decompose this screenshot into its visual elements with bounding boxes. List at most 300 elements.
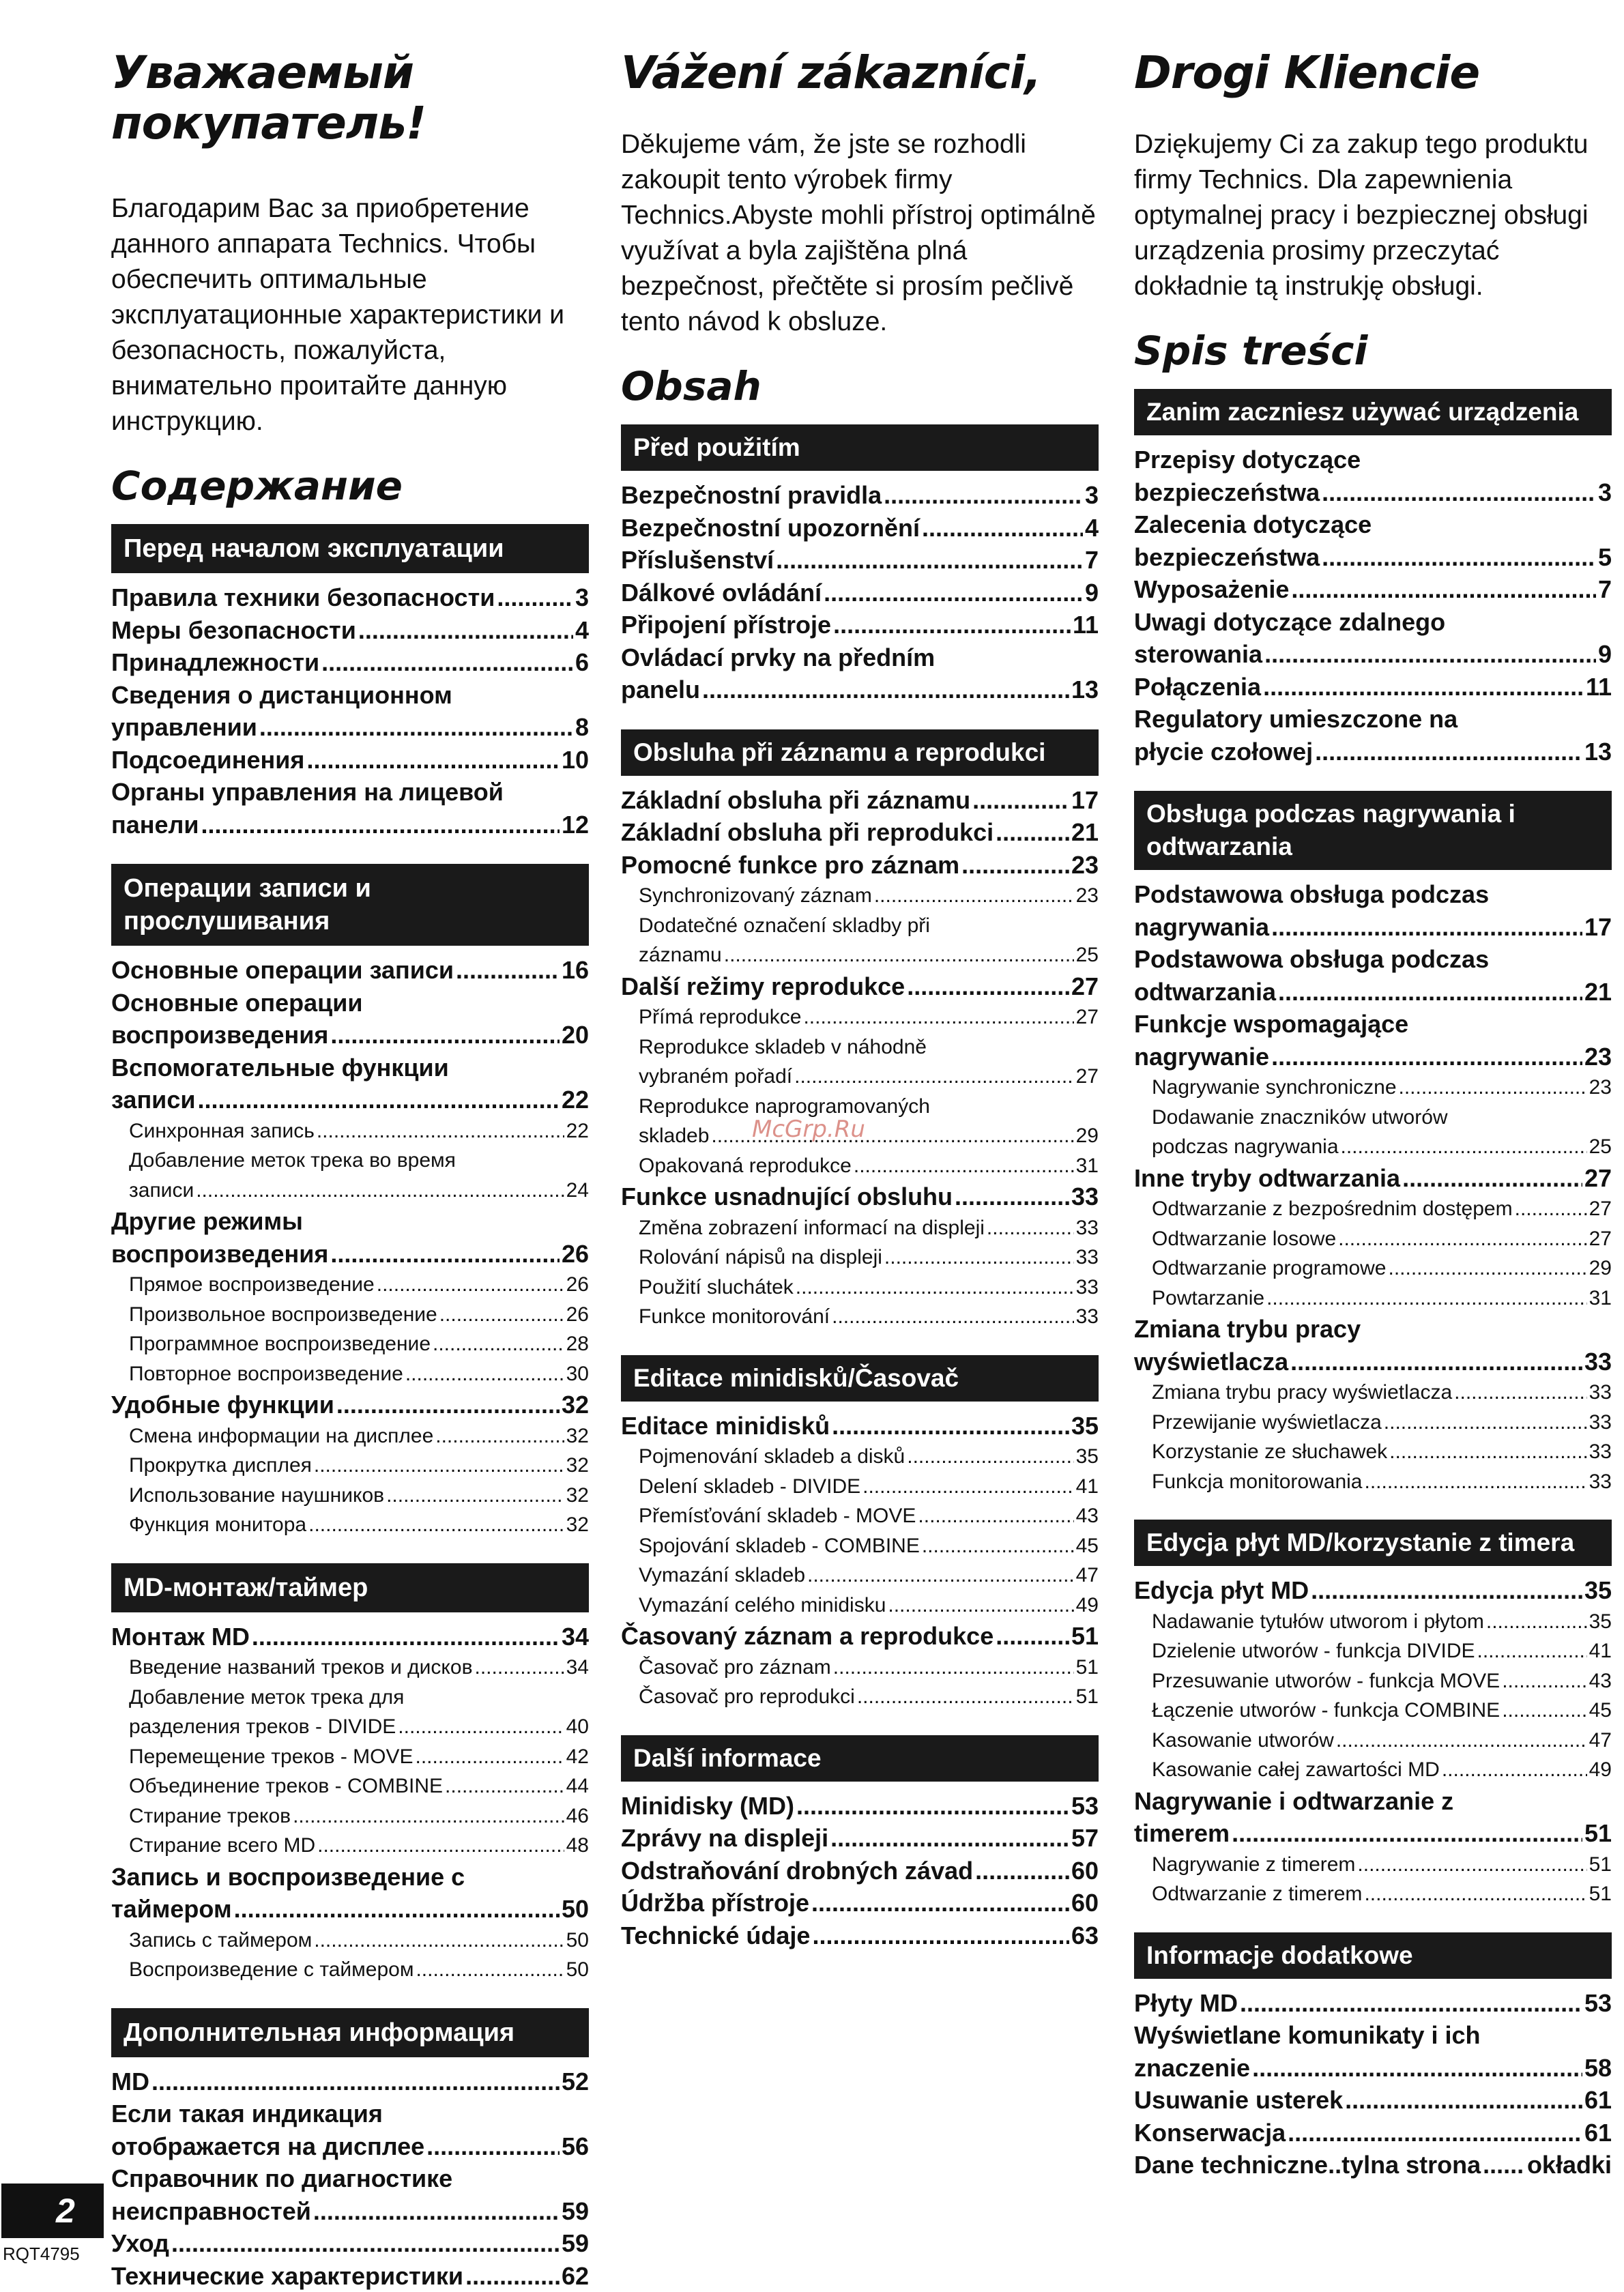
- toc-entry-title: воспроизведения: [111, 1238, 328, 1271]
- toc-entry-title: Pojmenování skladeb a disků: [639, 1442, 905, 1472]
- toc-entry-line: [1152, 1437, 1612, 1467]
- toc-entry-page: 47: [1589, 1726, 1612, 1756]
- toc-entry: [111, 614, 589, 647]
- toc-entry-page: 27: [1071, 970, 1099, 1003]
- dot-leader: [445, 1771, 564, 1801]
- toc-entry-page: 50: [566, 1926, 589, 1956]
- dot-leader: [918, 1501, 1073, 1531]
- toc-entry-page: 42: [566, 1742, 589, 1772]
- dot-leader: [922, 1531, 1074, 1561]
- dot-leader: [201, 809, 560, 841]
- toc-entry-page: 51: [1589, 1850, 1612, 1880]
- toc-entry-line: [1152, 1696, 1612, 1726]
- toc-entry-line: [1134, 736, 1612, 768]
- toc-entry-line: [1152, 1755, 1612, 1785]
- dot-leader: [857, 1682, 1074, 1712]
- toc-entry-title: Wyposażenie: [1134, 573, 1289, 606]
- toc-entry-lead: Органы управления на лицевой: [111, 776, 589, 809]
- dot-leader: [833, 609, 1071, 641]
- toc-entry-line: [639, 1062, 1099, 1092]
- toc-entry-page: 35: [1071, 1410, 1099, 1442]
- dot-leader: [811, 1887, 1069, 1919]
- toc-entry: [111, 1653, 589, 1683]
- dot-leader: [922, 512, 1083, 545]
- toc-entry-line: [1134, 1162, 1612, 1195]
- toc-entry: [621, 544, 1099, 577]
- toc-entry-page: 7: [1085, 544, 1099, 577]
- toc-entry-line: [1134, 1346, 1612, 1378]
- dot-leader: [405, 1359, 564, 1389]
- dot-leader: [151, 2065, 560, 2098]
- toc-entry-page: 35: [1584, 1574, 1612, 1607]
- toc-entry-page: 51: [1584, 1817, 1612, 1850]
- toc-entry: [1134, 2019, 1612, 2084]
- toc-entry: [111, 1801, 589, 1831]
- toc-entry-page: 53: [1071, 1790, 1099, 1823]
- toc-entry-page: 60: [1071, 1887, 1099, 1919]
- toc-entry-page: 22: [566, 1116, 589, 1146]
- toc-entry-lead: Reprodukce skladeb v náhodně: [639, 1032, 1099, 1062]
- toc-entry-title: Opakovaná reprodukce: [639, 1151, 852, 1181]
- toc-entry: [1134, 1987, 1612, 2020]
- toc-entry-page: 27: [1076, 1002, 1099, 1032]
- toc-entry-page: 33: [1071, 1180, 1099, 1213]
- toc-entry-title: Правила техники безопасности: [111, 581, 495, 614]
- toc-entry-page: 32: [566, 1510, 589, 1540]
- dot-leader: [433, 1329, 564, 1359]
- dot-leader: [1364, 1467, 1586, 1497]
- column-russian: [111, 48, 589, 2292]
- toc-entry-line: [1152, 1467, 1612, 1497]
- dot-leader: [330, 1019, 560, 1051]
- dot-leader: [435, 1421, 564, 1451]
- toc-entry-title: Korzystanie ze słuchawek: [1152, 1437, 1387, 1467]
- toc-entry-line: [621, 1822, 1099, 1855]
- dot-leader: [1345, 2084, 1582, 2117]
- toc-entry-line: [111, 1238, 589, 1271]
- toc-entry: [1134, 1313, 1612, 1378]
- toc-entry-page: 34: [562, 1621, 589, 1653]
- toc-entry-title: Další režimy reprodukce: [621, 970, 905, 1003]
- toc-entry-page: 40: [566, 1712, 589, 1742]
- toc-entry-line: [1134, 638, 1612, 671]
- toc-entry: [111, 1621, 589, 1653]
- toc-entry-title: Časovaný záznam a reprodukce: [621, 1620, 994, 1653]
- dot-leader: [1336, 1726, 1587, 1756]
- toc-entry-page: 61: [1584, 2084, 1612, 2117]
- toc-entry-page: 9: [1598, 638, 1612, 671]
- toc-entry: [111, 679, 589, 744]
- toc-entry-line: [1134, 2052, 1612, 2085]
- toc-entry-lead: Ovládací prvky na předním: [621, 641, 1099, 674]
- toc-entry: [1134, 508, 1612, 573]
- dot-leader: [1266, 1283, 1587, 1314]
- toc-entry: [111, 1683, 589, 1742]
- toc-entry-page: 51: [1589, 1879, 1612, 1909]
- toc-entry-line: [111, 1389, 589, 1421]
- dot-leader: [832, 1302, 1073, 1332]
- toc-entry-line: [129, 1510, 589, 1540]
- toc-entry: [1134, 606, 1612, 671]
- toc-entry-page: 60: [1071, 1855, 1099, 1887]
- dot-leader: [416, 1742, 564, 1772]
- dot-leader: [874, 881, 1074, 911]
- toc-entry: [621, 1561, 1099, 1591]
- toc-entry-page: 31: [1076, 1151, 1099, 1181]
- dot-leader: [833, 1653, 1074, 1683]
- toc-entry: [621, 1243, 1099, 1273]
- toc-entry-title: vybraném pořadí: [639, 1062, 792, 1092]
- toc-entry-line: [639, 1213, 1099, 1243]
- toc-entry: [111, 646, 589, 679]
- toc-entry-title: Воспроизведение с таймером: [129, 1955, 414, 1985]
- intro-paragraph: Благодарим Вас за приобретение данного аппарата Technics. Чтобы обеспечить оптимальные эксплуатационные характеристики и безопасность, пожалуйста, внимательно проитайте данную инструкцию.: [111, 191, 589, 439]
- dot-leader: [1271, 1041, 1582, 1073]
- toc-entry-line: [129, 1481, 589, 1511]
- toc-entry-title: Использование наушников: [129, 1481, 384, 1511]
- toc-entry-line: [621, 512, 1099, 545]
- toc-entry-title: Odtwarzanie programowe: [1152, 1253, 1387, 1283]
- toc-entry: [621, 1002, 1099, 1032]
- toc-entry-page: 23: [1584, 1041, 1612, 1073]
- dot-leader: [314, 1926, 564, 1956]
- dot-leader: [234, 1893, 560, 1926]
- toc-entry-page: 3: [1598, 476, 1612, 509]
- toc-entry: [111, 744, 589, 777]
- toc-entry-line: [111, 614, 589, 647]
- toc-entry-title: skladeb: [639, 1121, 709, 1151]
- toc-entry-page: 46: [566, 1801, 589, 1831]
- dot-leader: [884, 479, 1083, 512]
- dot-leader: [313, 2195, 560, 2228]
- toc-entry: [111, 1742, 589, 1772]
- toc-entry-line: [639, 1151, 1099, 1181]
- toc-entry-line: [1152, 1378, 1612, 1408]
- toc-entry-page: 13: [1584, 736, 1612, 768]
- dot-leader: [1486, 1607, 1587, 1637]
- toc-entry-line: [1152, 1283, 1612, 1314]
- dot-leader: [832, 1410, 1069, 1442]
- toc-entry: [1134, 1696, 1612, 1726]
- dot-leader: [1264, 638, 1596, 671]
- toc-entry: [111, 1300, 589, 1330]
- toc-entry-page: 29: [1589, 1253, 1612, 1283]
- dot-leader: [426, 2130, 560, 2163]
- toc-entry-line: [621, 784, 1099, 817]
- toc-entry-line: [639, 1501, 1099, 1531]
- toc-entry-lead: Zmiana trybu pracy: [1134, 1313, 1612, 1346]
- toc-entry-line: [129, 1421, 589, 1451]
- toc-entry-line: [111, 744, 589, 777]
- toc-entry-line: [129, 1712, 589, 1742]
- toc-entry: [621, 1653, 1099, 1683]
- toc-entry-page: 27: [1589, 1224, 1612, 1254]
- toc-entry-title: Технические характеристики: [111, 2260, 463, 2292]
- toc-entry-title: Перемещение треков - MOVE: [129, 1742, 414, 1772]
- toc-entry-title: Funkcja monitorowania: [1152, 1467, 1362, 1497]
- toc-entry-page: okładki: [1527, 2149, 1612, 2181]
- toc-entry-title: Прямое воспроизведение: [129, 1270, 375, 1300]
- toc-entry-page: 6: [575, 646, 589, 679]
- toc-entry-lead: Другие режимы: [111, 1205, 589, 1238]
- toc-entry-line: [621, 1790, 1099, 1823]
- dot-leader: [776, 544, 1083, 577]
- toc-entry-line: [111, 2260, 589, 2292]
- toc-entry: [621, 849, 1099, 882]
- toc-entry-title: Nagrywanie z timerem: [1152, 1850, 1355, 1880]
- toc-entry-title: Запись с таймером: [129, 1926, 312, 1956]
- toc-entry-line: [639, 1472, 1099, 1502]
- toc-entry-line: [639, 1653, 1099, 1683]
- toc-entry-line: [111, 2065, 589, 2098]
- toc-entry-title: znaczenie: [1134, 2052, 1250, 2085]
- toc-entry-page: 57: [1071, 1822, 1099, 1855]
- toc-entry: [111, 1831, 589, 1861]
- toc-entry-page: 30: [566, 1359, 589, 1389]
- toc-entry-line: [1152, 1636, 1612, 1666]
- dot-leader: [803, 1002, 1073, 1032]
- toc-entry-title: Vymazání celého minidisku: [639, 1591, 886, 1621]
- toc-entry-title: sterowania: [1134, 638, 1262, 671]
- toc-entry: [111, 2260, 589, 2292]
- toc-entry-title: timerem: [1134, 1817, 1230, 1850]
- toc-entry-page: 50: [562, 1893, 589, 1926]
- dot-leader: [336, 1389, 560, 1421]
- dot-leader: [807, 1561, 1074, 1591]
- toc-entry: [111, 1421, 589, 1451]
- toc-entry-line: [1134, 1041, 1612, 1073]
- dot-leader: [975, 1855, 1069, 1887]
- toc-entry-title: Připojení přístroje: [621, 609, 831, 641]
- toc-entry: [621, 512, 1099, 545]
- toc-entry: [111, 1389, 589, 1421]
- dot-leader: [308, 1510, 564, 1540]
- dot-leader: [1315, 736, 1582, 768]
- dot-leader: [465, 2260, 560, 2292]
- contents-heading: Obsah: [621, 363, 1099, 409]
- dot-leader: [306, 744, 560, 777]
- toc-entry: [621, 784, 1099, 817]
- toc-entry-title: Dálkové ovládání: [621, 577, 822, 609]
- toc-entry-line: [1134, 573, 1612, 606]
- toc-entry: [621, 1213, 1099, 1243]
- toc-entry: [1134, 1755, 1612, 1785]
- toc-entry-lead: Przepisy dotyczące: [1134, 444, 1612, 476]
- dot-leader: [1291, 573, 1596, 606]
- toc-entry: [1134, 1785, 1612, 1850]
- toc-entry: [111, 1510, 589, 1540]
- dot-leader: [830, 1822, 1069, 1855]
- toc-entry-title: записи: [129, 1176, 194, 1206]
- toc-entry-title: Usuwanie usterek: [1134, 2084, 1343, 2117]
- toc-entry-page: 24: [566, 1176, 589, 1206]
- toc-entry: [621, 1790, 1099, 1823]
- toc-entry: [111, 1116, 589, 1146]
- toc-entry-line: [111, 2227, 589, 2260]
- toc-entry-page: 63: [1071, 1919, 1099, 1952]
- toc-entry-page: 43: [1589, 1666, 1612, 1696]
- toc-entry-title: Přemísťování skladeb - MOVE: [639, 1501, 916, 1531]
- toc-entry-title: Spojování skladeb - COMBINE: [639, 1531, 920, 1561]
- toc-entry-title: Rolování nápisů na displeji: [639, 1243, 882, 1273]
- toc-entry-title: Funkce monitorování: [639, 1302, 830, 1332]
- toc-entry-line: [1134, 671, 1612, 703]
- toc-entry-line: [1134, 976, 1612, 1009]
- watermark: McGrp.Ru: [752, 1116, 865, 1143]
- toc-entry-line: [1152, 1726, 1612, 1756]
- toc-entry-title: Nagrywanie synchroniczne: [1152, 1073, 1397, 1103]
- dot-leader: [702, 673, 1069, 706]
- toc-entry: [1134, 2117, 1612, 2149]
- toc-entry-page: 33: [1589, 1467, 1612, 1497]
- toc-entry: [621, 1887, 1099, 1919]
- dot-leader: [377, 1270, 564, 1300]
- toc-entry: [111, 954, 589, 987]
- toc-entry-title: Zprávy na displeji: [621, 1822, 828, 1855]
- toc-entry-line: [639, 881, 1099, 911]
- toc-entry-page: 25: [1076, 940, 1099, 970]
- toc-entry-page: 32: [566, 1421, 589, 1451]
- toc-entry-title: Bezpečnostní upozornění: [621, 512, 920, 545]
- toc-entry-title: płycie czołowej: [1134, 736, 1313, 768]
- dot-leader: [197, 1084, 559, 1116]
- toc-entry-title: воспроизведения: [111, 1019, 328, 1051]
- toc-entry-title: Прокрутка дисплея: [129, 1451, 312, 1481]
- toc-entry-title: Časovač pro reprodukci: [639, 1682, 855, 1712]
- toc-entry-line: [111, 711, 589, 744]
- dot-leader: [854, 1151, 1074, 1181]
- dot-leader: [1389, 1437, 1586, 1467]
- toc-entry: [111, 2162, 589, 2227]
- toc-entry-line: [1134, 2084, 1612, 2117]
- toc-entry: [621, 1151, 1099, 1181]
- toc-entry-line: [1134, 476, 1612, 509]
- toc-entry: [1134, 1194, 1612, 1224]
- toc-entry: [1134, 1850, 1612, 1880]
- toc-entry-title: wyświetlacza: [1134, 1346, 1288, 1378]
- toc-entry-title: Změna zobrazení informací na displeji: [639, 1213, 985, 1243]
- toc-entry: [111, 1329, 589, 1359]
- dot-leader: [358, 614, 573, 647]
- toc-entry-line: [111, 646, 589, 679]
- toc-entry-page: 61: [1584, 2117, 1612, 2149]
- toc-entry-lead: Добавление меток трека во время: [129, 1146, 589, 1176]
- toc-entry-page: 51: [1076, 1653, 1099, 1683]
- toc-entry-line: [1134, 2149, 1612, 2181]
- toc-entry-lead: Podstawowa obsługa podczas: [1134, 943, 1612, 976]
- toc-entry: [1134, 1437, 1612, 1467]
- dot-leader: [497, 581, 573, 614]
- toc-entry-title: Přímá reprodukce: [639, 1002, 801, 1032]
- dot-leader: [1311, 1574, 1582, 1607]
- dot-leader: [987, 1213, 1074, 1243]
- toc-entry-line: [129, 1742, 589, 1772]
- dot-leader: [1502, 1666, 1586, 1696]
- toc-entry-lead: Nagrywanie i odtwarzanie z: [1134, 1785, 1612, 1818]
- toc-entry-line: [1134, 1574, 1612, 1607]
- toc-entry: [1134, 878, 1612, 943]
- toc-entry: [111, 776, 589, 841]
- toc-entry-line: [1152, 1132, 1612, 1162]
- toc-entry: [111, 2065, 589, 2098]
- toc-entry-title: Произвольное воспроизведение: [129, 1300, 437, 1330]
- section-heading-bar: MD-монтаж/таймер: [111, 1563, 589, 1612]
- greeting-title: Уважаемый покупатель!: [111, 48, 589, 149]
- toc-entry: [111, 1451, 589, 1481]
- toc-entry-page: 32: [566, 1481, 589, 1511]
- dot-leader: [1384, 1408, 1587, 1438]
- toc-entry-page: 50: [566, 1955, 589, 1985]
- section-heading-bar: Zanim zaczniesz używać urządzenia: [1134, 389, 1612, 435]
- toc-entry-line: [639, 1561, 1099, 1591]
- toc-entry-page: 23: [1589, 1073, 1612, 1103]
- dot-leader: [1341, 1132, 1587, 1162]
- toc-entry: [1134, 1253, 1612, 1283]
- toc-entry-title: Nadawanie tytułów utworom i płytom: [1152, 1607, 1484, 1637]
- dot-leader: [456, 954, 560, 987]
- toc-entry: [1134, 1283, 1612, 1314]
- section-heading-bar: Informacje dodatkowe: [1134, 1932, 1612, 1979]
- toc-entry-line: [621, 544, 1099, 577]
- toc-entry-title: Časovač pro záznam: [639, 1653, 831, 1683]
- toc-entry-line: [111, 2195, 589, 2228]
- toc-entry-title: Kasowanie utworów: [1152, 1726, 1334, 1756]
- toc-entry-line: [621, 479, 1099, 512]
- toc-entry-page: 17: [1584, 911, 1612, 944]
- toc-entry: [621, 479, 1099, 512]
- toc-entry-line: [129, 1329, 589, 1359]
- toc-entry-title: MD: [111, 2065, 149, 2098]
- dot-leader: [439, 1300, 564, 1330]
- toc-entry-line: [111, 1621, 589, 1653]
- dot-leader: [796, 1273, 1074, 1303]
- toc-entry-line: [1134, 1987, 1612, 2020]
- toc-entry-title: Odtwarzanie z bezpośrednim dostępem: [1152, 1194, 1513, 1224]
- dot-leader: [996, 816, 1069, 849]
- toc-entry-lead: Основные операции: [111, 987, 589, 1019]
- toc-entry-page: 41: [1589, 1636, 1612, 1666]
- dot-leader: [888, 1591, 1073, 1621]
- toc-entry-line: [111, 1893, 589, 1926]
- toc-entry-line: [621, 816, 1099, 849]
- toc-entry: [621, 1410, 1099, 1442]
- toc-entry-page: 35: [1076, 1442, 1099, 1472]
- toc-entry-title: Dane techniczne..tylna strona: [1134, 2149, 1481, 2181]
- toc-entry-title: Przesuwanie utworów - funkcja MOVE: [1152, 1666, 1500, 1696]
- section-heading-bar: Před použitím: [621, 424, 1099, 471]
- toc-entry: [1134, 1103, 1612, 1162]
- dot-leader: [314, 1451, 564, 1481]
- toc-entry-line: [621, 1855, 1099, 1887]
- toc-entry-page: 51: [1076, 1682, 1099, 1712]
- toc-entry: [111, 2098, 589, 2162]
- section-heading-bar: Obsługa podczas nagrywania i odtwarzania: [1134, 791, 1612, 870]
- toc-entry: [1134, 1607, 1612, 1637]
- toc-entry-page: 44: [566, 1771, 589, 1801]
- toc-entry-lead: Запись и воспроизведение с: [111, 1861, 589, 1894]
- dot-leader: [1232, 1817, 1582, 1850]
- greeting-title: Vážení zákazníci,: [621, 48, 1099, 98]
- toc-entry-page: 16: [562, 954, 589, 987]
- dot-leader: [1483, 2149, 1525, 2181]
- toc-entry: [111, 1955, 589, 1985]
- toc-entry-title: Edycja płyt MD: [1134, 1574, 1309, 1607]
- toc-entry-page: 9: [1085, 577, 1099, 609]
- toc-entry-line: [129, 1270, 589, 1300]
- toc-entry-lead: Если такая индикация: [111, 2098, 589, 2130]
- toc-entry-title: Powtarzanie: [1152, 1283, 1264, 1314]
- toc-entry-lead: Reprodukce naprogramovaných: [639, 1092, 1099, 1122]
